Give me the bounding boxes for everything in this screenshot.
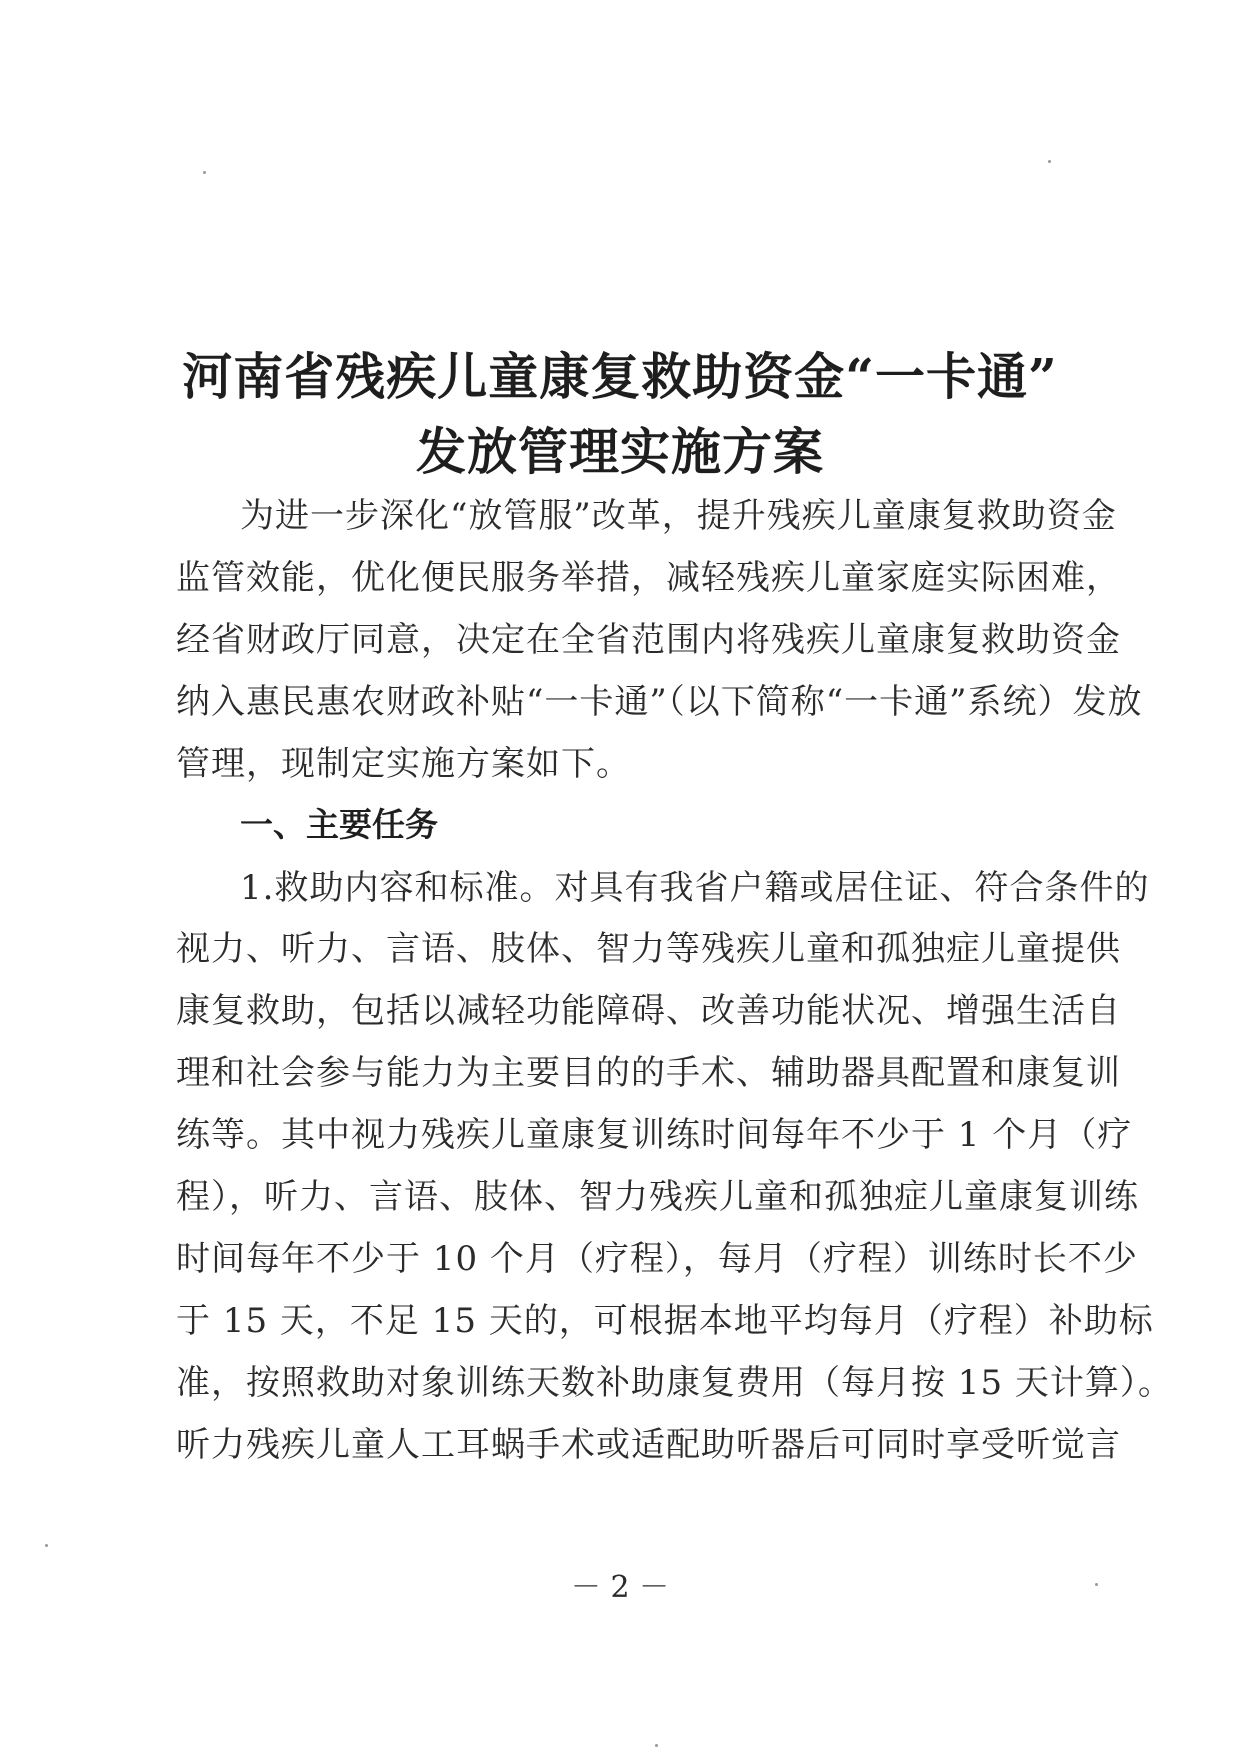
- body-line: 于 15 天，不足 15 天的，可根据本地平均每月（疗程）补助标: [176, 1301, 1154, 1341]
- intro-line: 监管效能，优化便民服务举措，减轻残疾儿童家庭实际困难，: [176, 558, 1121, 598]
- intro-line: 纳入惠民惠农财政补贴“一卡通”（以下简称“一卡通”系统）发放: [176, 682, 1143, 722]
- body-line: 1.救助内容和标准。对具有我省户籍或居住证、符合条件的: [240, 868, 1150, 908]
- body-line: 理和社会参与能力为主要目的的手术、辅助器具配置和康复训: [176, 1053, 1121, 1093]
- intro-line: 管理，现制定实施方案如下。: [176, 744, 631, 784]
- scan-speck: [45, 1544, 48, 1547]
- document-title-line-1: 河南省残疾儿童康复救助资金“一卡通”: [182, 347, 1058, 406]
- body-line: 准，按照救助对象训练天数补助康复费用（每月按 15 天计算）。: [176, 1363, 1173, 1403]
- scan-speck: [1048, 160, 1051, 163]
- body-line: 程），听力、言语、肢体、智力残疾儿童和孤独症儿童康复训练: [176, 1177, 1139, 1217]
- body-line: 练等。其中视力残疾儿童康复训练时间每年不少于 1 个月（疗: [176, 1115, 1133, 1155]
- page-number: － 2 －: [570, 1570, 670, 1605]
- scan-speck: [203, 171, 206, 174]
- scan-speck: [655, 1744, 658, 1747]
- intro-line: 经省财政厅同意，决定在全省范围内将残疾儿童康复救助资金: [176, 620, 1121, 660]
- body-line: 听力残疾儿童人工耳蜗手术或适配助听器后可同时享受听觉言: [176, 1425, 1121, 1465]
- document-title-line-2: 发放管理实施方案: [416, 422, 824, 481]
- intro-line: 为进一步深化“放管服”改革，提升残疾儿童康复救助资金: [240, 496, 1117, 536]
- body-line: 康复救助，包括以减轻功能障碍、改善功能状况、增强生活自: [176, 991, 1121, 1031]
- section-heading: 一、主要任务: [240, 805, 438, 844]
- body-line: 时间每年不少于 10 个月（疗程），每月（疗程）训练时长不少: [176, 1239, 1138, 1279]
- body-line: 视力、听力、言语、肢体、智力等残疾儿童和孤独症儿童提供: [176, 929, 1121, 969]
- scan-speck: [1095, 1583, 1098, 1586]
